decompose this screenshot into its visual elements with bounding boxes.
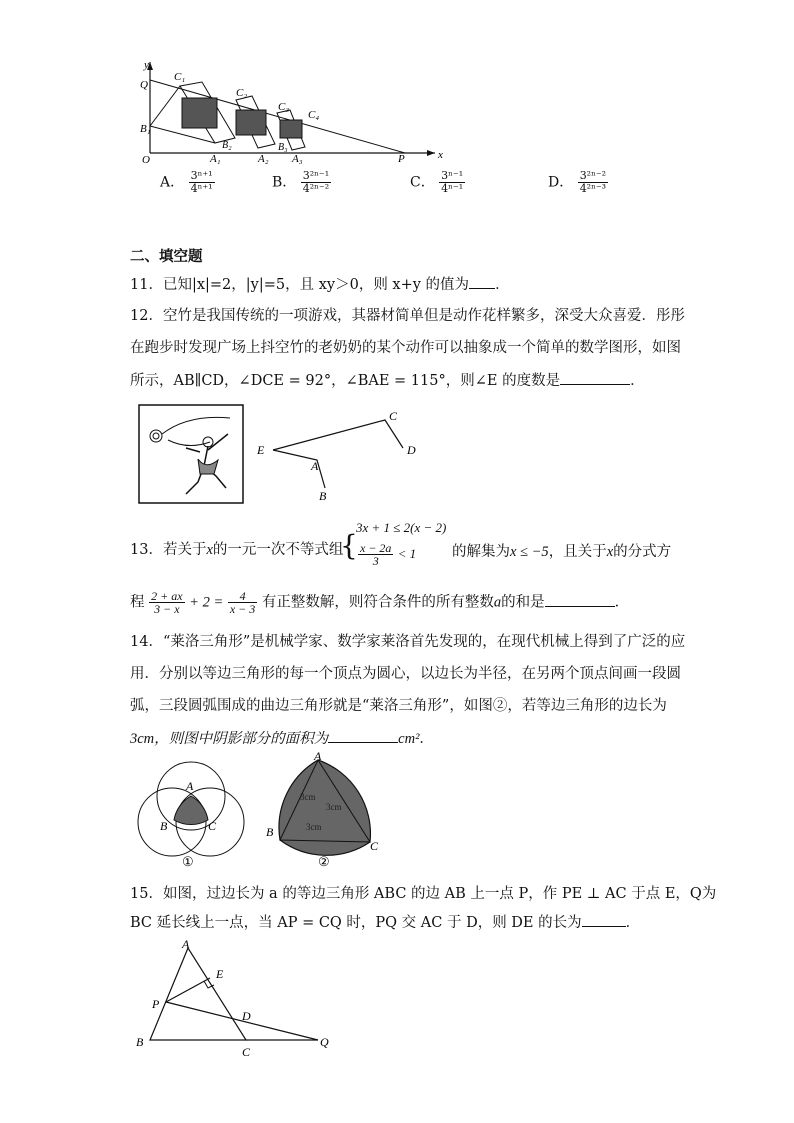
- question-12-line1: 12．空竹是我国传统的一项游戏，其器材简单但是动作花样繁多，深受大众喜爱．彤彤: [130, 308, 685, 324]
- label-B2: B₂: [222, 140, 232, 151]
- figure-q12-geometry: [255, 408, 435, 500]
- question-14-line2: 用．分别以等边三角形的每一个顶点为圆心，以边长为半径，在另两个顶点间画一段圆: [130, 666, 681, 682]
- label-Q: Q: [320, 1035, 329, 1049]
- svg-text:C: C: [208, 819, 217, 833]
- label-B: B: [319, 489, 327, 500]
- answer-blank-14[interactable]: [328, 728, 398, 743]
- figure-q14-reuleaux: [262, 752, 386, 870]
- label-P: P: [398, 153, 405, 165]
- question-13-line1: 13．若关于x的一元一次不等式组: [130, 542, 344, 558]
- question-14-line4: 3cm，则图中阴影部分的面积为 cm²．: [130, 728, 670, 749]
- label-C3: C₃: [278, 101, 290, 113]
- label-Q: Q: [140, 79, 148, 91]
- question-15-line1: 15．如图，过边长为 a 的等边三角形 ABC 的边 AB 上一点 P，作 PE ⊥ AC 于点 E，Q为: [130, 886, 717, 902]
- label-P: P: [152, 997, 160, 1011]
- label-B3: B₃: [278, 142, 288, 153]
- label-A2: A₂: [258, 153, 269, 165]
- label-E: E: [216, 967, 224, 981]
- svg-text:B: B: [160, 819, 168, 833]
- inequality-2: $\frac{x - 2a}{3}$ < 1: [360, 541, 417, 568]
- label-C1: C₁: [174, 71, 186, 83]
- answer-blank-13[interactable]: [545, 592, 615, 607]
- answer-blank-15[interactable]: [582, 912, 626, 927]
- answer-blank-12[interactable]: [560, 370, 630, 385]
- svg-text:B: B: [266, 825, 274, 839]
- label-C4: C₄: [308, 109, 320, 121]
- label-A: A: [182, 938, 190, 951]
- q10-option-c[interactable]: C． $\frac{\text{3ⁿ⁻¹}}{\text{4ⁿ⁻¹}}$: [410, 169, 464, 195]
- q10-option-d[interactable]: D． $\frac{\text{3²ⁿ⁻²}}{\text{4²ⁿ⁻³}}$: [548, 169, 607, 195]
- label-C: C: [242, 1045, 251, 1059]
- svg-text:3cm: 3cm: [326, 802, 342, 812]
- label-y: y: [144, 59, 149, 71]
- q10-option-a[interactable]: A． $\frac{\text{3ⁿ⁺¹}}{\text{4ⁿ⁺¹}}$: [160, 169, 213, 195]
- label-x: x: [438, 149, 443, 161]
- label-A: A: [311, 459, 319, 473]
- svg-text:3cm: 3cm: [300, 792, 316, 802]
- svg-text:②: ②: [318, 854, 330, 869]
- label-E: E: [257, 443, 265, 457]
- figure-q14-circles: [136, 758, 246, 870]
- figure-q10-squares: [140, 58, 450, 166]
- brace: {: [340, 529, 358, 562]
- label-B1: B₁: [140, 123, 151, 135]
- label-C: C: [389, 409, 398, 423]
- figure-q12-diabolo-picture: [138, 404, 244, 504]
- label-B: B: [136, 1035, 144, 1049]
- svg-text:3cm: 3cm: [306, 822, 322, 832]
- question-12-line3: 所示，AB∥CD，∠DCE = 92°，∠BAE = 115°，则∠E 的度数是 ．: [130, 370, 670, 391]
- question-13-tail: 的解集为x ≤ −5，且关于x的分式方: [452, 544, 672, 560]
- label-O: O: [142, 154, 150, 166]
- question-12-line2: 在跑步时发现广场上抖空竹的老奶奶的某个动作可以抽象成一个简单的数学图形，如图: [130, 340, 681, 356]
- label-C2: C₂: [236, 87, 248, 99]
- svg-text:A: A: [186, 779, 194, 793]
- svg-text:①: ①: [182, 854, 194, 869]
- question-13-line2: 程 $\frac{2 + ax}{3 - x}$ + 2 = $\frac{4}{x - 3}$ 有正整数解，则符合条件的所有整数a的和是 ．: [130, 589, 630, 616]
- figure-q15-triangle: [132, 938, 342, 1062]
- q10-option-b[interactable]: B． $\frac{\text{3²ⁿ⁻¹}}{\text{4²ⁿ⁻²}}$: [272, 169, 330, 195]
- answer-blank-11[interactable]: [469, 274, 495, 289]
- question-14-line1: 14．“莱洛三角形”是机械学家、数学家莱洛首先发现的，在现代机械上得到了广泛的应: [130, 634, 686, 650]
- label-A3: A₃: [292, 153, 303, 165]
- question-15-line2: BC 延长线上一点，当 AP = CQ 时，PQ 交 AC 于 D，则 DE 的长为 ．: [130, 912, 670, 933]
- label-D: D: [242, 1009, 251, 1023]
- svg-text:C: C: [370, 839, 379, 853]
- question-11: 11．已知|x|=2，|y|=5，且 xy＞0，则 x+y 的值为 ．: [130, 274, 670, 295]
- svg-text:A: A: [314, 752, 322, 763]
- label-D: D: [407, 443, 416, 457]
- section-title: 二、填空题: [130, 248, 203, 265]
- label-A1: A₁: [210, 153, 221, 165]
- question-14-line3: 弧，三段圆弧围成的曲边三角形就是“莱洛三角形”，如图②，若等边三角形的边长为: [130, 698, 667, 714]
- inequality-1: 3x + 1 ≤ 2(x − 2): [356, 520, 447, 535]
